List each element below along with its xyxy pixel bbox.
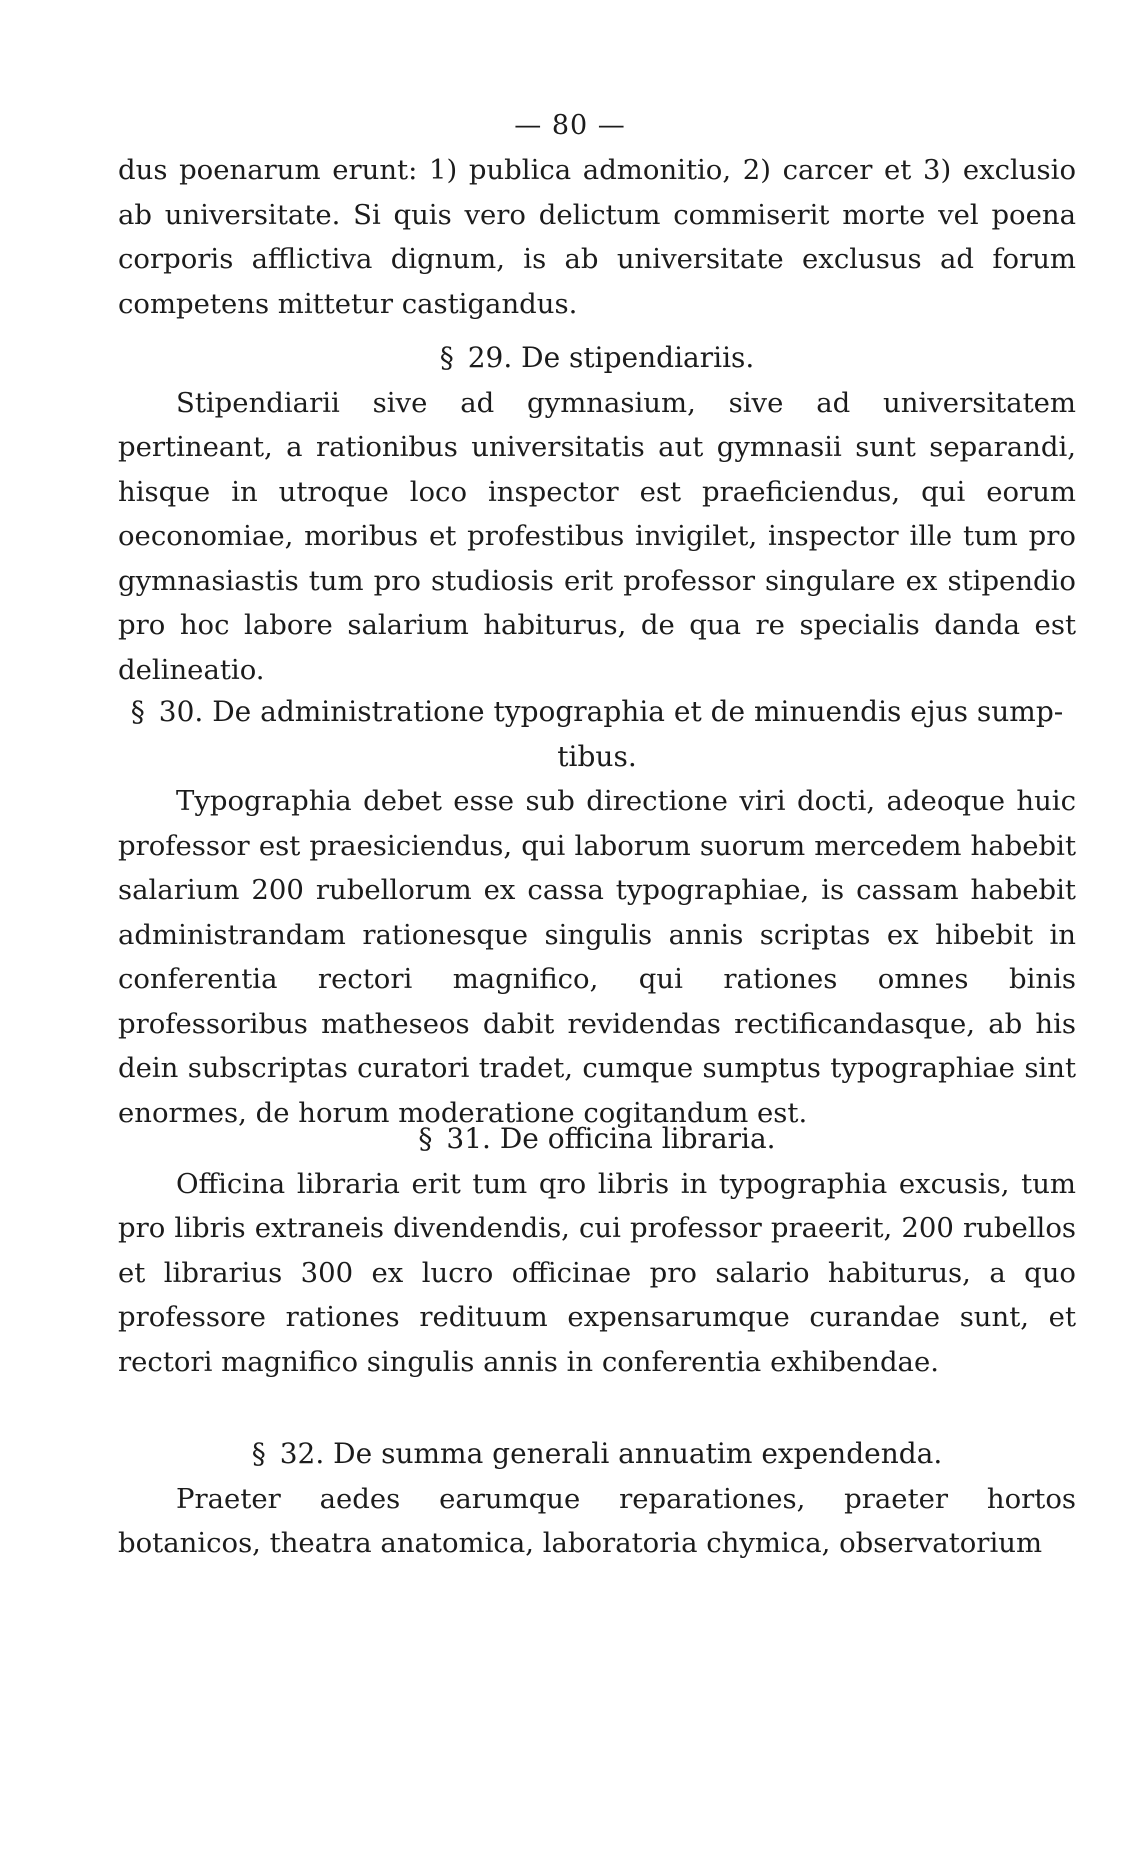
section-32-heading [118,1432,1076,1477]
section-29 [118,336,1076,692]
section-31-title: 31. De officina libraria. [446,1122,776,1155]
section-32-body: Praeter aedes earumque reparationes, praeter hortos botanicos, theatra anatomica, laboratoria chymica, observatorium [118,1482,1076,1559]
section-29-title: 29. De stipendiariis. [467,341,755,374]
section-29-heading [118,336,1076,381]
section-sign: § [418,1122,433,1155]
continuation-paragraph: dus poenarum erunt: 1) publica admonitio, 2) carcer et 3) exclusio ab universitate. Si quis vero delictum commiserit morte vel poena corporis afflictiva dignum, is ab universitate exclusus ad forum competens mittetur castigandus. [118,154,1076,320]
section-30-heading-line2: tibus. [557,739,637,773]
section-29-body: Stipendiarii sive ad gymnasium, sive ad universitatem pertineant, a rationibus universitatis aut gymnasii sunt separandi, hisque in utroque loco inspector est praeficiendus, qui eorum oeconomiae, moribus et profestibus invigilet, inspector ille tum pro gymnasiastis tum pro studiosis erit professor singulare ex stipendio pro hoc labore salarium habiturus, de qua re specialis danda est delineatio. [118,386,1076,686]
section-31-heading [118,1117,1076,1162]
section-32-title: 32. De summa generali annuatim expendenda. [279,1437,943,1470]
section-31 [118,1117,1076,1384]
continuation-block [118,148,1076,326]
section-sign: § [130,695,145,728]
section-sign: § [439,341,454,374]
section-30-title-line1: 30. De administratione typographia et de minuendis ejus sump- [158,695,1064,728]
section-32 [118,1432,1076,1566]
section-31-body: Officina libraria erit tum qro libris in typographia excusis, tum pro libris extraneis divendendis, cui professor praeerit, 200 rubellos et librarius 300 ex lucro officinae pro salario habiturus, a quo professore rationes redituum expensarumque curandae sunt, et rectori magnifico singulis annis in conferentia exhibendae. [118,1167,1076,1378]
section-sign: § [251,1437,266,1470]
page-number: — 80 — [514,110,626,141]
section-30 [118,690,1076,1135]
section-30-heading [118,690,1076,735]
section-30-body: Typographia debet esse sub directione viri docti, adeoque huic professor est praesiciendus, qui laborum suorum mercedem habebit salarium 200 rubellorum ex cassa typographiae, is cassam habebit administrandam rationesque singulis annis scriptas ex hibebit in conferentia rectori magnifico, qui rationes omnes binis professoribus matheseos dabit revidendas rectificandasque, ab his dein subscriptas curatori tradet, cumque sumptus typographiae sint enormes, de horum moderatione cogitandum est. [118,785,1076,1129]
